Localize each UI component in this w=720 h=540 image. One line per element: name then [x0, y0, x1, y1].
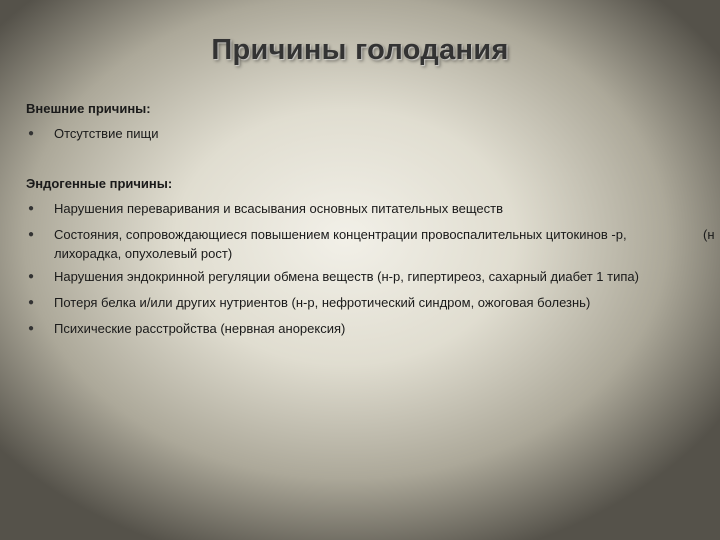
bullet-icon: ● [28, 271, 35, 282]
overflow-text: (н [703, 227, 715, 242]
slide-title: Причины голодания [211, 34, 509, 66]
list-item-text: Состояния, сопровождающиеся повышением концентрации провоспалительных цитокинов -р, лихорадка, опухолевый рост) [54, 227, 627, 261]
list-item [28, 225, 650, 263]
bullet-icon: ● [28, 323, 35, 334]
endogenous-causes-heading: Эндогенные причины: [26, 176, 173, 191]
list-item [28, 267, 694, 286]
list-item-text: Отсутствие пищи [54, 126, 159, 141]
list-item-text: Нарушения переваривания и всасывания основных питательных веществ [54, 201, 504, 216]
list-item [28, 319, 650, 338]
list-item [28, 293, 650, 312]
bullet-icon: ● [28, 229, 35, 240]
external-causes-heading: Внешние причины: [26, 101, 151, 116]
list-item [28, 199, 650, 218]
list-item [28, 124, 650, 143]
bullet-icon: ● [28, 297, 35, 308]
bullet-icon: ● [28, 203, 35, 214]
list-item-text: Психические расстройства (нервная анорексия) [54, 321, 346, 336]
list-item-text: Нарушения эндокринной регуляции обмена веществ (н-р, гипертиреоз, сахарный диабет 1 типа) [54, 269, 639, 284]
bullet-icon: ● [28, 128, 35, 139]
list-item-text: Потеря белка и/или других нутриентов (н-р, нефротический синдром, ожоговая болезнь) [54, 295, 591, 310]
